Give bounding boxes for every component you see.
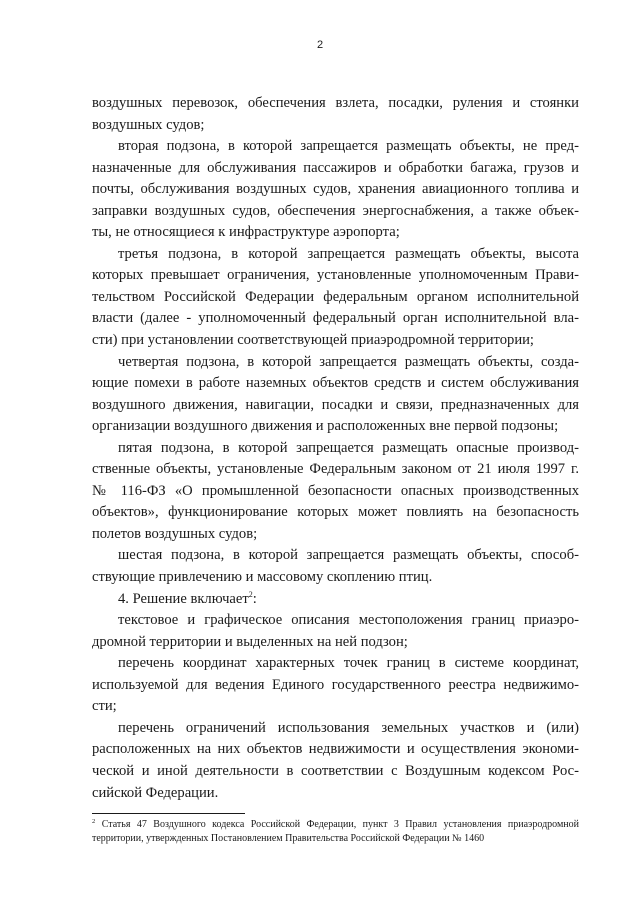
- paragraph: [92, 244, 579, 352]
- text-line: ты, не относящиеся к инфраструктуре аэропорта;: [92, 224, 400, 241]
- text-line: тельством Российской Федерации федеральным органом исполнительной: [92, 288, 579, 305]
- text-line: используемой для ведения Единого государственного реестра недвижимо-: [92, 676, 579, 693]
- text-line: четвертая подзона, в которой запрещается размещать объекты, созда-: [118, 353, 579, 370]
- text-line: перечень координат характерных точек границ в системе координат,: [118, 655, 579, 672]
- text-line: сти;: [92, 698, 117, 715]
- paragraph: [92, 136, 579, 244]
- footnote: [92, 818, 579, 846]
- text-line: вторая подзона, в которой запрещается размещать объекты, не пред-: [118, 138, 579, 155]
- footnote-reference[interactable]: 2: [248, 589, 253, 599]
- page-number: 2: [316, 39, 324, 51]
- text-line: ющие помехи в работе наземных объектов средств и систем обслуживания: [92, 375, 579, 392]
- paragraph: [92, 718, 579, 804]
- text-line: третья подзона, в которой запрещается размещать объекты, высота: [118, 245, 579, 262]
- paragraph: [92, 545, 579, 588]
- text-line: воздушного движения, навигации, посадки и связи, предназначенных для: [92, 396, 579, 413]
- text-line: власти (далее - уполномоченный федеральный орган исполнительной вла-: [92, 310, 579, 327]
- body-text: [92, 93, 579, 804]
- text-line: сти) при установлении соответствующей приаэродромной территории;: [92, 332, 534, 349]
- text-line: сийской Федерации.: [92, 784, 219, 801]
- paragraph: [92, 589, 579, 611]
- text-line: почты, обслуживания воздушных судов, хранения авиационного топлива и: [92, 181, 579, 198]
- paragraph: [92, 610, 579, 653]
- text-line: ствующие привлечению и массовому скоплению птиц.: [92, 569, 433, 586]
- text-line: расположенных на них объектов недвижимости и осуществления экономи-: [92, 741, 579, 758]
- text-line: воздушных перевозок, обеспечения взлета, посадки, руления и стоянки: [92, 95, 579, 111]
- text-line: назначенные для обслуживания пассажиров и обработки багажа, грузов и: [92, 159, 579, 176]
- text-line: организации воздушного движения и расположенных вне первой подзоны;: [92, 418, 559, 435]
- section-heading-line: [92, 589, 579, 611]
- text-line: пятая подзона, в которой запрещается размещать опасные производ-: [118, 439, 579, 456]
- text-line: ческой и иной деятельности в соответствии с Воздушным кодексом Рос-: [92, 762, 579, 779]
- text-line: перечень ограничений использования земельных участков и (или): [118, 719, 579, 736]
- paragraph: [92, 438, 579, 546]
- text-line: дромной территории и выделенных на ней подзон;: [92, 633, 408, 650]
- text-line: шестая подзона, в которой запрещается размещать объекты, способ-: [118, 547, 579, 564]
- text-line: полетов воздушных судов;: [92, 525, 258, 542]
- paragraph: [92, 653, 579, 718]
- text-line: которых превышает ограничения, установленные уполномоченным Прави-: [92, 267, 579, 284]
- section-heading: 4. Решение включает: [118, 590, 249, 607]
- heading-tail: :: [252, 590, 257, 607]
- text-line: № 116-ФЗ «О промышленной безопасности опасных производственных: [92, 482, 579, 499]
- text-line: заправки воздушных судов, обеспечения энергоснабжения, а также объек-: [92, 202, 579, 219]
- footnote-line: территории, утвержденных Постановлением Правительства Российской Федерации № 1460: [92, 833, 485, 844]
- text-line: текстовое и графическое описания местоположения границ приаэро-: [118, 612, 579, 629]
- text-line: объектов», функционирование которых может повлиять на безопасность: [92, 504, 579, 521]
- text-line: ственные объекты, установленые Федеральным законом от 21 июля 1997 г.: [92, 461, 579, 478]
- text-line: воздушных судов;: [92, 116, 205, 133]
- footnote-mark: 2: [92, 818, 96, 825]
- paragraph: [92, 352, 579, 438]
- footnote-text: Статья 47 Воздушного кодекса Российской Федерации, пункт 3 Правил установления приаэродромной: [101, 819, 579, 830]
- footnote-line: [92, 818, 579, 832]
- paragraph: [92, 93, 579, 136]
- footnote-divider: [92, 813, 245, 814]
